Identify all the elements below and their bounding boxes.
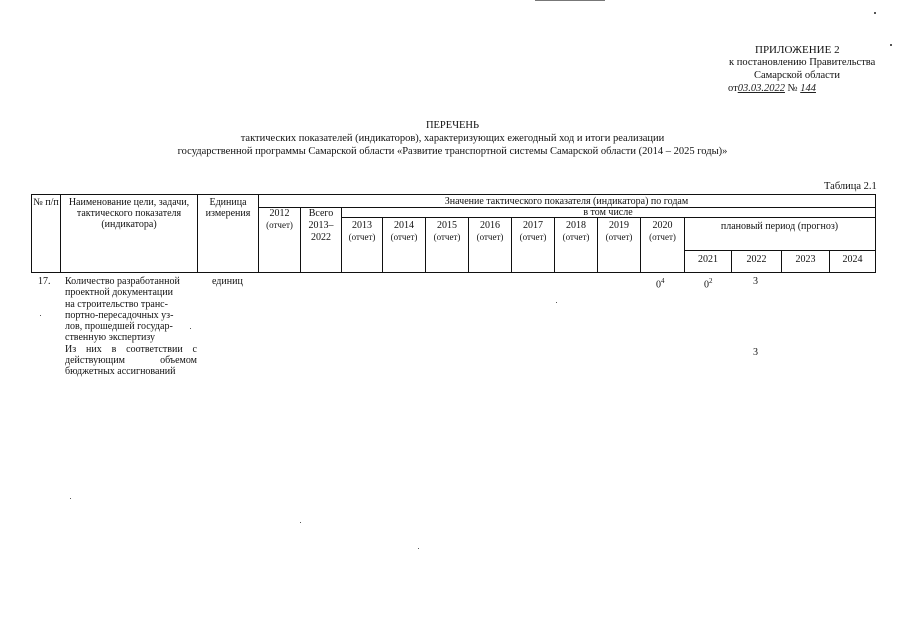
header-2021: 2021 (698, 254, 718, 265)
header-2014-report: (отчет) (390, 232, 418, 242)
document-subtitle-1: тактических показателей (индикаторов), характеризующих ежегодный ход и итоги реализации (240, 133, 665, 144)
number-value: 144 (800, 83, 816, 94)
header-2023: 2023 (795, 254, 816, 265)
header-2020: 2020 (652, 220, 673, 231)
row17-value-2020 (656, 276, 665, 291)
appendix-line-2: Самарской области (754, 70, 840, 81)
header-2024: 2024 (842, 254, 863, 265)
header-total-1: Всего (308, 208, 334, 219)
scan-speck (70, 498, 71, 499)
header-2020-report: (отчет) (649, 232, 676, 242)
appendix-line-1: к постановлению Правительства (729, 57, 876, 68)
row17-sub-value-2022: 3 (753, 347, 758, 358)
footnote-ref: 4 (661, 277, 665, 285)
header-2017: 2017 (523, 220, 543, 231)
appendix-signature (728, 83, 816, 95)
header-2015-report: (отчет) (433, 232, 461, 242)
row17-num: 17. (38, 276, 51, 287)
scan-speck (418, 548, 419, 549)
row17-name-line: на строительство транс- (65, 298, 168, 310)
date-prefix: от (728, 83, 738, 94)
scan-speck (874, 12, 876, 14)
header-divider-3 (684, 250, 875, 251)
header-2012: 2012 (269, 208, 290, 219)
value-2021: 0 (704, 279, 709, 291)
header-unit-2: измерения (205, 208, 251, 219)
header-2016-report: (отчет) (476, 232, 504, 242)
header-name-2: тактического показателя (76, 208, 182, 219)
document-title: ПЕРЕЧЕНЬ (425, 120, 480, 131)
number-prefix: № (787, 83, 798, 94)
header-total-3: 2022 (311, 232, 331, 243)
header-2022: 2022 (746, 254, 767, 265)
row17-sub-line: бюджетных ассигнований (65, 366, 176, 378)
row17-unit: единиц (212, 276, 243, 287)
header-values-group: Значение тактического показателя (индикатора) по годам (444, 196, 689, 207)
header-including: в том числе (583, 207, 633, 218)
header-unit-1: Единица (209, 197, 247, 208)
header-2018: 2018 (566, 220, 586, 231)
header-2015: 2015 (437, 220, 457, 231)
header-2019-report: (отчет) (605, 232, 633, 242)
header-2016: 2016 (480, 220, 500, 231)
document-subtitle-2: государственной программы Самарской области «Развитие транспортной системы Самарской области (2014 – 2025 годы)» (177, 146, 728, 157)
scan-speck (40, 315, 41, 316)
table-top-border (31, 194, 875, 195)
header-planned: плановый период (прогноз) (720, 221, 839, 232)
scan-mark (535, 0, 605, 1)
row17-value-2022: 3 (753, 276, 758, 287)
scan-speck (890, 44, 892, 46)
row17-value-2021 (704, 276, 713, 291)
row17-name-line: Количество разработанной (65, 276, 180, 287)
row17-name (65, 276, 197, 378)
date-value: 03.03.2022 (737, 83, 785, 94)
header-2018-report: (отчет) (562, 232, 590, 242)
appendix-title: ПРИЛОЖЕНИЕ 2 (755, 44, 840, 56)
header-2013: 2013 (352, 220, 372, 231)
row17-sub-line: действующим объемом (65, 355, 197, 367)
table-label: Таблица 2.1 (824, 181, 877, 192)
header-2014: 2014 (394, 220, 414, 231)
header-2019: 2019 (609, 220, 629, 231)
header-name-3: (индикатора) (101, 219, 157, 230)
row17-name-line: портно-пересадочных уз- (65, 309, 174, 321)
row17-name-line: проектной документации (65, 287, 173, 299)
row17-name-line: ственную экспертизу (65, 332, 156, 344)
header-num: № п/п (33, 197, 59, 208)
header-2012-report: (отчет) (266, 220, 293, 230)
header-name-1: Наименование цели, задачи, (68, 197, 190, 208)
header-bottom-border (31, 272, 875, 273)
scan-speck (556, 302, 557, 303)
header-2017-report: (отчет) (519, 232, 547, 242)
scan-speck (190, 328, 191, 329)
value-2020: 0 (656, 279, 661, 291)
footnote-ref: 2 (709, 277, 713, 285)
header-total-2: 2013– (308, 220, 334, 231)
scan-speck (300, 522, 301, 523)
header-2013-report: (отчет) (348, 232, 376, 242)
row17-name-line: лов, прошедшей государ- (65, 321, 173, 333)
row17-sub-line: Из них в соответствии с (65, 343, 197, 355)
